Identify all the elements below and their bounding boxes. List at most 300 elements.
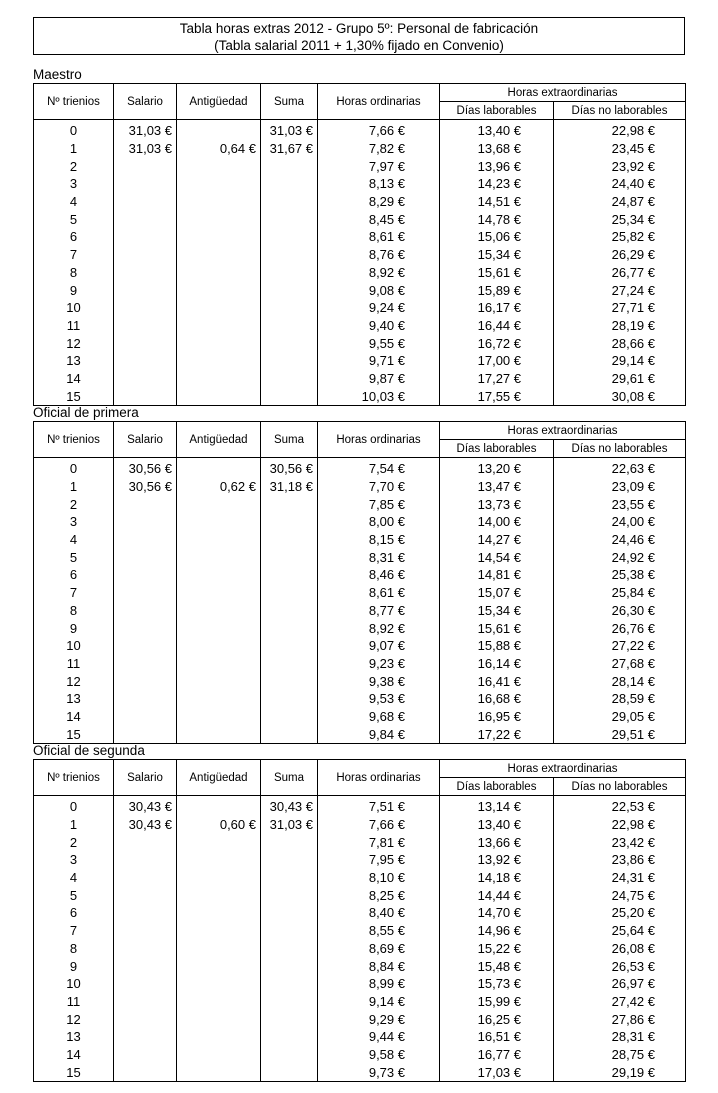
table-row [34,140,686,158]
suma-cell [261,1028,318,1046]
table-row [34,387,686,405]
horas-ordinarias-cell: 9,40 € [318,317,440,335]
antiguedad-cell [177,317,261,335]
horas-ordinarias-cell: 7,97 € [318,157,440,175]
laborables-cell: 16,77 € [440,1046,554,1064]
salario-cell [114,566,177,584]
no-laborables-cell: 28,31 € [554,1028,686,1046]
horas-ordinarias-cell: 9,71 € [318,352,440,370]
salario-cell [114,1046,177,1064]
trienios-cell: 9 [34,619,114,637]
horas-ordinarias-cell: 9,58 € [318,1046,440,1064]
no-laborables-cell: 24,75 € [554,886,686,904]
laborables-cell: 14,54 € [440,548,554,566]
suma-cell [261,228,318,246]
laborables-cell: 17,55 € [440,387,554,405]
laborables-cell: 14,27 € [440,531,554,549]
table-row [34,495,686,513]
suma-cell [261,210,318,228]
horas-ordinarias-cell: 9,07 € [318,637,440,655]
salario-cell [114,548,177,566]
horas-ordinarias-cell: 7,70 € [318,478,440,496]
table-row [34,548,686,566]
wage-table [33,759,686,1082]
laborables-cell: 13,47 € [440,478,554,496]
suma-cell [261,993,318,1011]
salario-cell: 30,43 € [114,796,177,816]
horas-ordinarias-cell: 7,85 € [318,495,440,513]
antiguedad-cell [177,228,261,246]
header-dias-laborables: Días laborables [440,778,554,796]
antiguedad-cell [177,458,261,478]
salario-cell [114,513,177,531]
laborables-cell: 14,70 € [440,904,554,922]
salario-cell [114,193,177,211]
laborables-cell: 14,18 € [440,869,554,887]
horas-ordinarias-cell: 7,95 € [318,851,440,869]
suma-cell: 31,67 € [261,140,318,158]
horas-ordinarias-cell: 8,29 € [318,193,440,211]
horas-ordinarias-cell: 8,61 € [318,584,440,602]
trienios-cell: 15 [34,387,114,405]
salario-cell [114,957,177,975]
no-laborables-cell: 25,38 € [554,566,686,584]
no-laborables-cell: 23,92 € [554,157,686,175]
section-title: Oficial de segunda [33,743,145,758]
laborables-cell: 15,89 € [440,281,554,299]
suma-cell [261,387,318,405]
suma-cell [261,175,318,193]
header-salario: Salario [114,422,177,458]
table-row [34,210,686,228]
trienios-cell: 6 [34,904,114,922]
antiguedad-cell [177,548,261,566]
laborables-cell: 15,34 € [440,246,554,264]
salario-cell [114,264,177,282]
horas-ordinarias-cell: 7,66 € [318,816,440,834]
salario-cell [114,725,177,743]
horas-ordinarias-cell: 8,55 € [318,922,440,940]
horas-ordinarias-cell: 9,29 € [318,1010,440,1028]
header-dias-laborables: Días laborables [440,440,554,458]
no-laborables-cell: 26,76 € [554,619,686,637]
salario-cell [114,869,177,887]
section-oficial-de-primera [33,405,685,744]
suma-cell [261,886,318,904]
header-antiguedad: Antigüedad [177,422,261,458]
table-row [34,1046,686,1064]
trienios-cell: 2 [34,157,114,175]
horas-ordinarias-cell: 8,76 € [318,246,440,264]
trienios-cell: 13 [34,1028,114,1046]
no-laborables-cell: 28,66 € [554,334,686,352]
header-horas-ordinarias: Horas ordinarias [318,422,440,458]
header-trienios: Nº trienios [34,760,114,796]
no-laborables-cell: 29,61 € [554,370,686,388]
horas-ordinarias-cell: 8,77 € [318,602,440,620]
trienios-cell: 5 [34,886,114,904]
laborables-cell: 16,41 € [440,672,554,690]
suma-cell [261,1010,318,1028]
trienios-cell: 10 [34,975,114,993]
horas-ordinarias-cell: 8,45 € [318,210,440,228]
horas-ordinarias-cell: 8,61 € [318,228,440,246]
laborables-cell: 16,51 € [440,1028,554,1046]
antiguedad-cell [177,157,261,175]
horas-ordinarias-cell: 7,82 € [318,140,440,158]
antiguedad-cell [177,655,261,673]
no-laborables-cell: 24,00 € [554,513,686,531]
no-laborables-cell: 27,42 € [554,993,686,1011]
trienios-cell: 15 [34,725,114,743]
header-horas-extraordinarias: Horas extraordinarias [440,760,686,778]
no-laborables-cell: 27,86 € [554,1010,686,1028]
trienios-cell: 14 [34,370,114,388]
laborables-cell: 16,68 € [440,690,554,708]
suma-cell: 31,18 € [261,478,318,496]
suma-cell [261,495,318,513]
suma-cell: 31,03 € [261,816,318,834]
no-laborables-cell: 27,68 € [554,655,686,673]
antiguedad-cell [177,1046,261,1064]
no-laborables-cell: 27,24 € [554,281,686,299]
trienios-cell: 11 [34,317,114,335]
wage-table [33,421,686,744]
wage-table [33,83,686,406]
trienios-cell: 8 [34,940,114,958]
laborables-cell: 16,25 € [440,1010,554,1028]
antiguedad-cell [177,904,261,922]
antiguedad-cell [177,193,261,211]
trienios-cell: 0 [34,120,114,140]
antiguedad-cell [177,940,261,958]
suma-cell [261,157,318,175]
trienios-cell: 1 [34,816,114,834]
suma-cell [261,299,318,317]
salario-cell [114,210,177,228]
laborables-cell: 13,20 € [440,458,554,478]
table-row [34,619,686,637]
table-row [34,869,686,887]
horas-ordinarias-cell: 8,15 € [318,531,440,549]
table-row [34,120,686,140]
table-row [34,886,686,904]
trienios-cell: 4 [34,193,114,211]
trienios-cell: 10 [34,637,114,655]
salario-cell [114,672,177,690]
table-row [34,833,686,851]
table-row [34,246,686,264]
suma-cell [261,922,318,940]
no-laborables-cell: 26,97 € [554,975,686,993]
trienios-cell: 6 [34,228,114,246]
laborables-cell: 13,92 € [440,851,554,869]
laborables-cell: 17,03 € [440,1063,554,1081]
antiguedad-cell [177,120,261,140]
suma-cell [261,637,318,655]
table-row [34,851,686,869]
laborables-cell: 13,14 € [440,796,554,816]
horas-ordinarias-cell: 8,69 € [318,940,440,958]
table-row [34,193,686,211]
antiguedad-cell [177,833,261,851]
salario-cell [114,708,177,726]
table-row [34,370,686,388]
salario-cell [114,602,177,620]
trienios-cell: 14 [34,1046,114,1064]
antiguedad-cell [177,531,261,549]
no-laborables-cell: 25,82 € [554,228,686,246]
salario-cell [114,531,177,549]
horas-ordinarias-cell: 9,14 € [318,993,440,1011]
antiguedad-cell [177,886,261,904]
trienios-cell: 7 [34,922,114,940]
salario-cell [114,833,177,851]
no-laborables-cell: 24,92 € [554,548,686,566]
header-horas-ordinarias: Horas ordinarias [318,760,440,796]
suma-cell [261,566,318,584]
table-row [34,175,686,193]
antiguedad-cell [177,975,261,993]
antiguedad-cell [177,672,261,690]
antiguedad-cell [177,1010,261,1028]
antiguedad-cell [177,210,261,228]
laborables-cell: 14,44 € [440,886,554,904]
trienios-cell: 1 [34,140,114,158]
table-row [34,993,686,1011]
suma-cell [261,370,318,388]
horas-ordinarias-cell: 8,13 € [318,175,440,193]
antiguedad-cell [177,281,261,299]
suma-cell [261,352,318,370]
laborables-cell: 13,66 € [440,833,554,851]
laborables-cell: 15,61 € [440,264,554,282]
laborables-cell: 15,34 € [440,602,554,620]
horas-ordinarias-cell: 8,25 € [318,886,440,904]
table-row [34,299,686,317]
trienios-cell: 15 [34,1063,114,1081]
no-laborables-cell: 26,53 € [554,957,686,975]
antiguedad-cell [177,851,261,869]
laborables-cell: 14,00 € [440,513,554,531]
horas-ordinarias-cell: 9,24 € [318,299,440,317]
no-laborables-cell: 27,22 € [554,637,686,655]
trienios-cell: 9 [34,957,114,975]
header-horas-extraordinarias: Horas extraordinarias [440,84,686,102]
salario-cell [114,175,177,193]
antiguedad-cell [177,725,261,743]
no-laborables-cell: 26,30 € [554,602,686,620]
suma-cell [261,940,318,958]
antiguedad-cell [177,387,261,405]
section-oficial-de-segunda [33,743,685,1082]
salario-cell [114,228,177,246]
trienios-cell: 1 [34,478,114,496]
laborables-cell: 15,06 € [440,228,554,246]
trienios-cell: 4 [34,531,114,549]
suma-cell [261,833,318,851]
antiguedad-cell [177,513,261,531]
salario-cell [114,1063,177,1081]
suma-cell [261,655,318,673]
no-laborables-cell: 23,42 € [554,833,686,851]
horas-ordinarias-cell: 8,31 € [318,548,440,566]
section-maestro [33,67,685,406]
no-laborables-cell: 28,14 € [554,672,686,690]
no-laborables-cell: 24,40 € [554,175,686,193]
header-antiguedad: Antigüedad [177,760,261,796]
horas-ordinarias-cell: 8,10 € [318,869,440,887]
no-laborables-cell: 23,55 € [554,495,686,513]
antiguedad-cell [177,566,261,584]
suma-cell: 31,03 € [261,120,318,140]
salario-cell: 31,03 € [114,140,177,158]
laborables-cell: 14,51 € [440,193,554,211]
document-title-box [33,17,685,55]
trienios-cell: 0 [34,796,114,816]
salario-cell: 30,56 € [114,458,177,478]
antiguedad-cell: 0,62 € [177,478,261,496]
trienios-cell: 11 [34,993,114,1011]
header-trienios: Nº trienios [34,84,114,120]
suma-cell [261,281,318,299]
trienios-cell: 8 [34,264,114,282]
horas-ordinarias-cell: 10,03 € [318,387,440,405]
antiguedad-cell [177,584,261,602]
suma-cell [261,690,318,708]
salario-cell [114,281,177,299]
no-laborables-cell: 26,08 € [554,940,686,958]
horas-ordinarias-cell: 7,66 € [318,120,440,140]
horas-ordinarias-cell: 9,08 € [318,281,440,299]
suma-cell [261,869,318,887]
no-laborables-cell: 22,98 € [554,816,686,834]
salario-cell [114,370,177,388]
suma-cell [261,1046,318,1064]
laborables-cell: 16,17 € [440,299,554,317]
suma-cell [261,725,318,743]
horas-ordinarias-cell: 7,54 € [318,458,440,478]
suma-cell [261,548,318,566]
horas-ordinarias-cell: 9,68 € [318,708,440,726]
antiguedad-cell [177,1028,261,1046]
no-laborables-cell: 23,86 € [554,851,686,869]
no-laborables-cell: 24,31 € [554,869,686,887]
trienios-cell: 9 [34,281,114,299]
table-row [34,1010,686,1028]
trienios-cell: 5 [34,548,114,566]
horas-ordinarias-cell: 9,44 € [318,1028,440,1046]
no-laborables-cell: 26,77 € [554,264,686,282]
table-row [34,725,686,743]
antiguedad-cell [177,370,261,388]
no-laborables-cell: 25,20 € [554,904,686,922]
horas-ordinarias-cell: 7,51 € [318,796,440,816]
laborables-cell: 17,22 € [440,725,554,743]
antiguedad-cell [177,637,261,655]
suma-cell [261,975,318,993]
table-row [34,1028,686,1046]
no-laborables-cell: 24,46 € [554,531,686,549]
laborables-cell: 17,27 € [440,370,554,388]
trienios-cell: 3 [34,851,114,869]
laborables-cell: 13,40 € [440,816,554,834]
trienios-cell: 10 [34,299,114,317]
no-laborables-cell: 23,09 € [554,478,686,496]
table-row [34,672,686,690]
header-antiguedad: Antigüedad [177,84,261,120]
suma-cell [261,246,318,264]
laborables-cell: 15,99 € [440,993,554,1011]
antiguedad-cell [177,352,261,370]
trienios-cell: 12 [34,1010,114,1028]
horas-ordinarias-cell: 8,92 € [318,264,440,282]
antiguedad-cell [177,869,261,887]
laborables-cell: 15,61 € [440,619,554,637]
table-row [34,922,686,940]
suma-cell [261,334,318,352]
no-laborables-cell: 29,51 € [554,725,686,743]
header-suma: Suma [261,422,318,458]
antiguedad-cell [177,993,261,1011]
suma-cell [261,513,318,531]
no-laborables-cell: 28,59 € [554,690,686,708]
laborables-cell: 14,23 € [440,175,554,193]
suma-cell [261,602,318,620]
no-laborables-cell: 22,63 € [554,458,686,478]
horas-ordinarias-cell: 9,73 € [318,1063,440,1081]
salario-cell [114,495,177,513]
table-row [34,478,686,496]
section-title: Oficial de primera [33,405,139,420]
table-row [34,602,686,620]
salario-cell [114,975,177,993]
suma-cell [261,531,318,549]
salario-cell [114,352,177,370]
trienios-cell: 0 [34,458,114,478]
horas-ordinarias-cell: 8,40 € [318,904,440,922]
horas-ordinarias-cell: 7,81 € [318,833,440,851]
no-laborables-cell: 25,64 € [554,922,686,940]
suma-cell [261,904,318,922]
salario-cell [114,246,177,264]
table-row [34,655,686,673]
suma-cell [261,584,318,602]
antiguedad-cell [177,175,261,193]
trienios-cell: 12 [34,334,114,352]
no-laborables-cell: 25,34 € [554,210,686,228]
laborables-cell: 15,73 € [440,975,554,993]
horas-ordinarias-cell: 8,99 € [318,975,440,993]
laborables-cell: 13,73 € [440,495,554,513]
table-row [34,957,686,975]
antiguedad-cell [177,708,261,726]
table-row [34,334,686,352]
header-horas-ordinarias: Horas ordinarias [318,84,440,120]
horas-ordinarias-cell: 8,46 € [318,566,440,584]
laborables-cell: 13,96 € [440,157,554,175]
suma-cell [261,619,318,637]
no-laborables-cell: 26,29 € [554,246,686,264]
table-row [34,816,686,834]
header-horas-extraordinarias: Horas extraordinarias [440,422,686,440]
horas-ordinarias-cell: 9,55 € [318,334,440,352]
salario-cell [114,922,177,940]
table-row [34,281,686,299]
header-suma: Suma [261,84,318,120]
laborables-cell: 14,96 € [440,922,554,940]
antiguedad-cell [177,602,261,620]
